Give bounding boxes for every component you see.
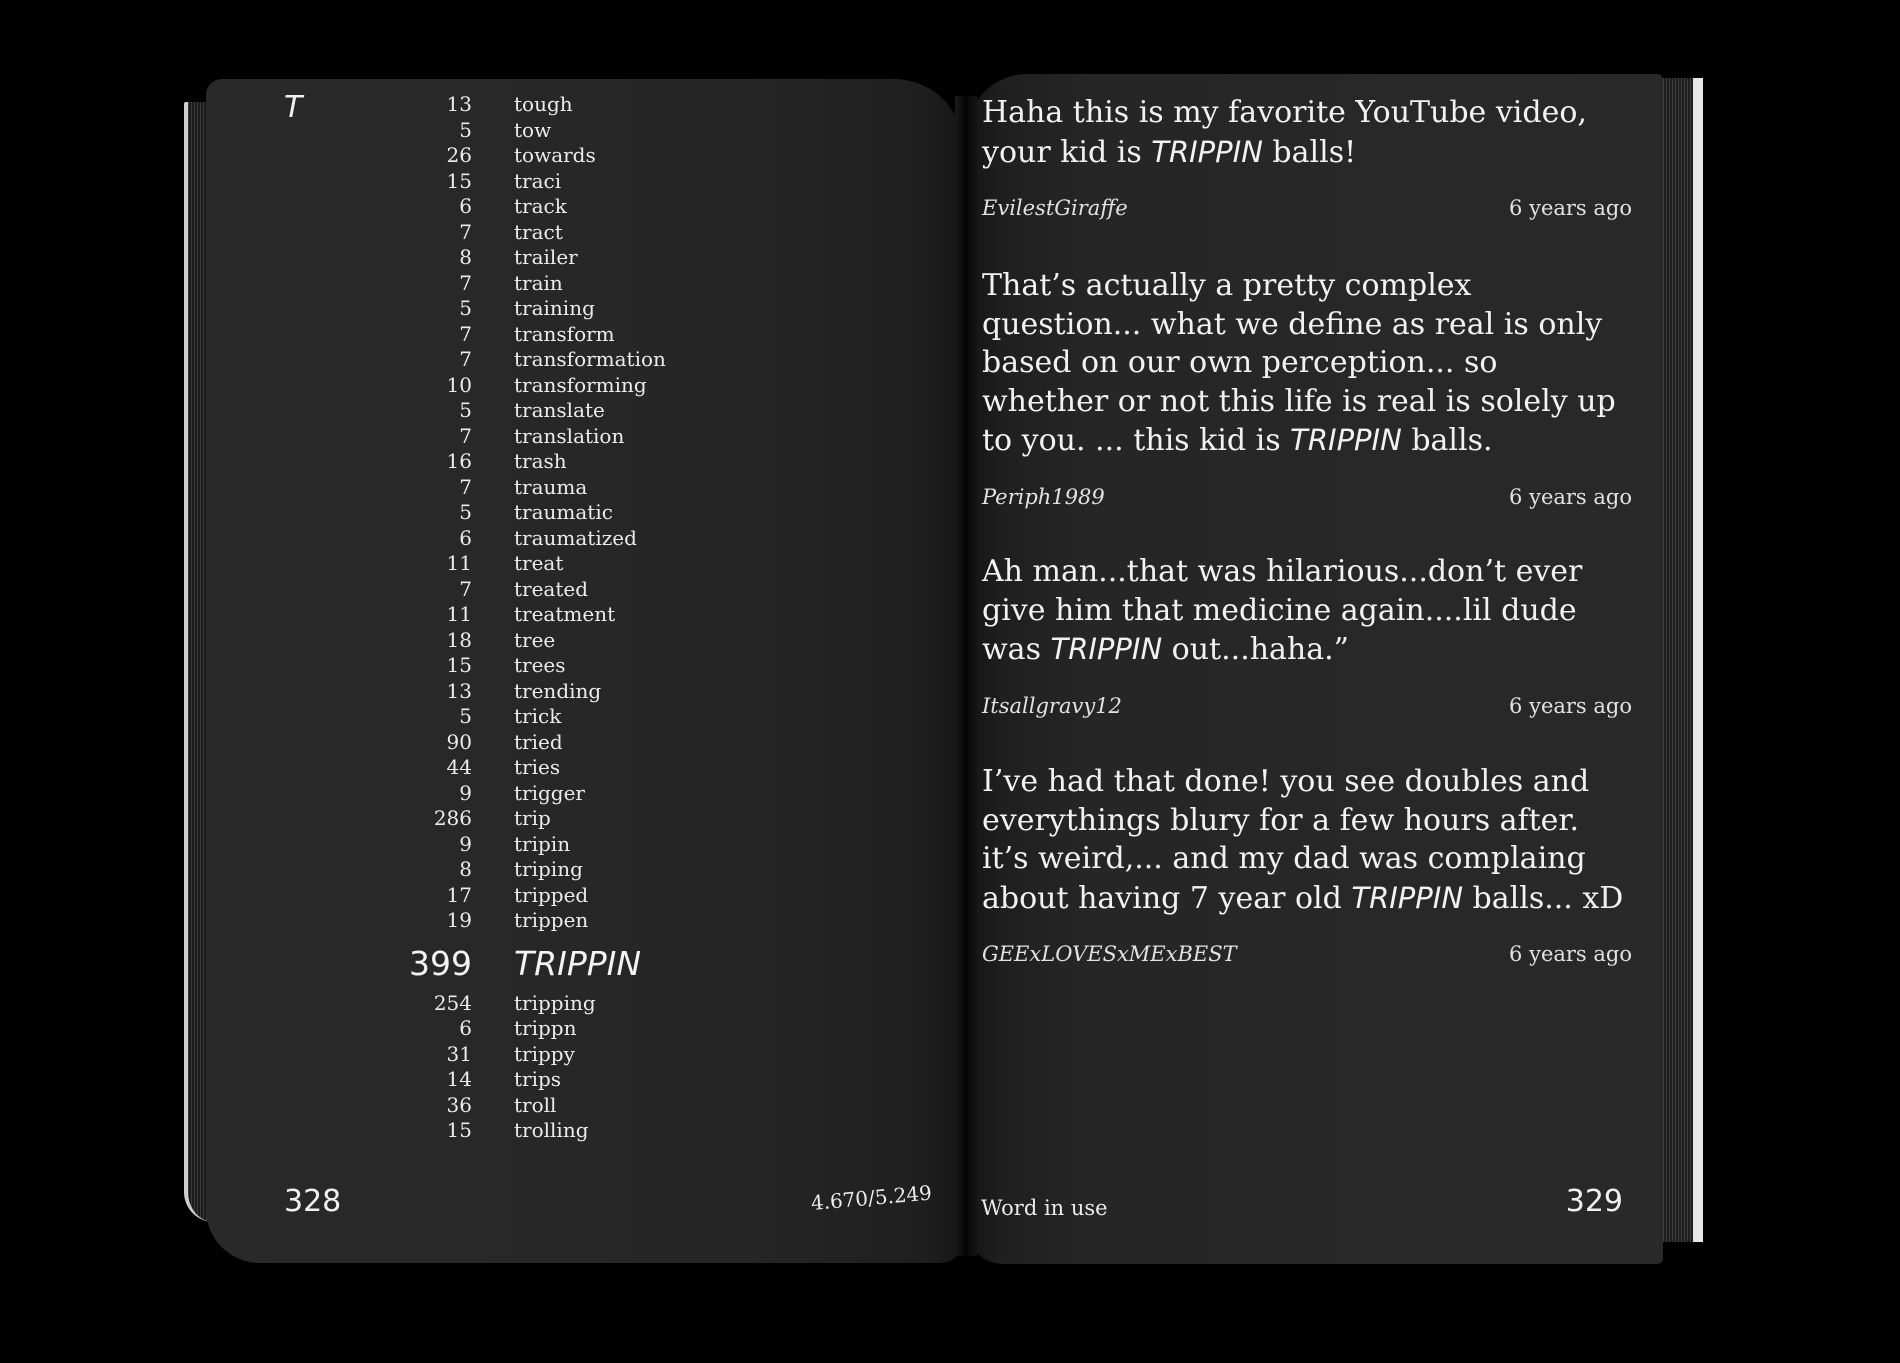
word-term: trick — [514, 704, 562, 728]
word-count: 7 — [459, 219, 472, 244]
word-count: 15 — [446, 653, 472, 677]
comment-timestamp: 6 years ago — [1509, 942, 1632, 966]
word-term: tripped — [514, 882, 589, 907]
word-row — [400, 1067, 666, 1093]
comment-text: That’s actually a pretty complex question... what we define as real is only based on our own perception... so whether or not this life is real is solely up to you. ... this kid is TRIPPIN balls. — [982, 268, 1616, 458]
comment-author: Itsallgravy12 — [982, 693, 1122, 718]
word-term: treat — [514, 551, 564, 575]
word-row — [400, 1118, 666, 1144]
word-row — [400, 755, 666, 781]
word-term: TRIPPIN — [514, 943, 642, 983]
word-term: trip — [514, 806, 551, 830]
comment-text: I’ve had that done! you see doubles and everythings blury for a few hours after. it’s weird,... and my dad was complaing about having 7 year old TRIPPIN balls... xD — [982, 764, 1624, 916]
word-row — [400, 551, 666, 577]
word-count: 44 — [446, 755, 472, 779]
word-count: 26 — [446, 143, 472, 167]
word-term: trailer — [514, 245, 578, 269]
word-count: 5 — [459, 398, 472, 422]
word-count: 31 — [446, 1041, 472, 1066]
word-term: tries — [514, 755, 561, 779]
word-count: 5 — [459, 704, 472, 728]
word-row — [400, 602, 666, 628]
word-count: 7 — [459, 321, 472, 346]
page-number-left: 328 — [284, 1184, 342, 1219]
word-term: tripping — [514, 990, 596, 1015]
word-count: 5 — [459, 296, 472, 320]
word-term: transformation — [514, 347, 666, 371]
word-term: trippen — [514, 908, 589, 932]
word-count: 11 — [446, 551, 472, 575]
word-term: translate — [514, 398, 605, 422]
comment-meta — [982, 196, 1632, 220]
word-count: 11 — [446, 602, 472, 626]
word-index-ratio: 4.670/5.249 — [809, 1180, 933, 1215]
word-row — [400, 296, 666, 322]
book-gutter — [955, 96, 977, 1256]
page-number-right: 329 — [1565, 1184, 1623, 1219]
word-term: translation — [514, 423, 625, 448]
highlighted-word: TRIPPIN — [1351, 880, 1464, 915]
word-row — [400, 220, 666, 246]
word-row — [400, 143, 666, 169]
word-term: trigger — [514, 780, 585, 805]
comment-author: Periph1989 — [982, 484, 1105, 509]
word-row — [400, 883, 666, 909]
word-row — [400, 806, 666, 832]
comment-timestamp: 6 years ago — [1509, 484, 1632, 509]
word-row — [400, 908, 666, 934]
comment — [982, 94, 1632, 220]
word-row — [400, 322, 666, 348]
comment-meta — [982, 942, 1632, 966]
word-row — [400, 475, 666, 501]
word-count: 6 — [459, 194, 472, 218]
word-term: trolling — [514, 1118, 589, 1142]
highlighted-word: TRIPPIN — [1151, 134, 1263, 169]
word-row — [400, 424, 666, 450]
word-row — [400, 704, 666, 730]
comment-text: Ah man...that was hilarious...don’t ever give him that medicine again....lil dude was TRIPPIN out...haha.” — [982, 554, 1583, 667]
word-term: traumatic — [514, 500, 613, 524]
comment-author: GEExLOVESxMExBEST — [982, 942, 1237, 966]
comment-author: EvilestGiraffe — [982, 196, 1128, 220]
word-count: 10 — [446, 372, 472, 397]
word-count: 7 — [459, 474, 472, 499]
word-term: train — [514, 270, 563, 295]
comment — [982, 553, 1632, 718]
word-term: trees — [514, 653, 566, 677]
word-term: trippn — [514, 1016, 577, 1040]
word-row — [400, 373, 666, 399]
word-count: 9 — [459, 780, 472, 805]
word-count: 7 — [459, 347, 472, 371]
word-row — [400, 679, 666, 705]
word-count: 9 — [459, 831, 472, 856]
word-row — [400, 653, 666, 679]
word-count: 399 — [409, 943, 472, 983]
word-count: 8 — [459, 245, 472, 269]
highlighted-word: TRIPPIN — [1050, 632, 1163, 666]
word-row — [400, 271, 666, 297]
word-count: 7 — [459, 423, 472, 448]
comment-meta — [982, 694, 1632, 718]
word-row — [400, 526, 666, 552]
word-term: trips — [514, 1067, 562, 1091]
word-row — [400, 398, 666, 424]
word-term: transforming — [514, 372, 647, 397]
word-term: transform — [514, 321, 615, 346]
word-row — [400, 781, 666, 807]
word-row — [400, 92, 666, 118]
word-count: 17 — [446, 882, 472, 907]
word-count: 254 — [433, 990, 472, 1015]
word-term: troll — [514, 1092, 557, 1117]
word-term: trending — [514, 678, 602, 703]
word-term: trash — [514, 449, 567, 473]
highlighted-word: TRIPPIN — [1290, 423, 1402, 457]
word-count: 6 — [459, 525, 472, 550]
word-term: tough — [514, 92, 573, 116]
word-term: trauma — [514, 474, 588, 499]
word-row — [400, 730, 666, 756]
word-term: towards — [514, 143, 596, 167]
comment-meta — [982, 485, 1632, 509]
word-row — [400, 118, 666, 144]
highlighted-word-row — [400, 934, 666, 988]
word-count: 14 — [446, 1067, 472, 1091]
word-row — [400, 449, 666, 475]
word-count: 13 — [446, 92, 472, 116]
word-row — [400, 1093, 666, 1119]
word-frequency-list — [400, 92, 666, 1144]
footer-label: Word in use — [981, 1196, 1108, 1220]
word-term: tow — [514, 117, 552, 142]
word-count: 7 — [459, 576, 472, 601]
word-count: 286 — [433, 806, 472, 830]
word-term: training — [514, 296, 595, 320]
word-term: track — [514, 194, 567, 218]
word-count: 6 — [459, 1016, 472, 1040]
word-count: 15 — [446, 1118, 472, 1142]
word-term: triping — [514, 857, 583, 881]
word-row — [400, 991, 666, 1017]
word-term: tripin — [514, 831, 571, 856]
comment-timestamp: 6 years ago — [1509, 693, 1632, 718]
word-term: tree — [514, 627, 556, 652]
word-row — [400, 577, 666, 603]
comment — [982, 267, 1632, 509]
word-term: tract — [514, 219, 563, 244]
word-count: 5 — [459, 117, 472, 142]
word-count: 7 — [459, 270, 472, 295]
word-count: 18 — [446, 627, 472, 652]
word-row — [400, 500, 666, 526]
word-row — [400, 194, 666, 220]
word-count: 36 — [446, 1092, 472, 1117]
word-count: 16 — [446, 449, 472, 473]
word-row — [400, 1042, 666, 1068]
word-row — [400, 832, 666, 858]
word-count: 5 — [459, 500, 472, 524]
word-row — [400, 857, 666, 883]
word-term: trippy — [514, 1041, 575, 1066]
word-row — [400, 347, 666, 373]
word-count: 15 — [446, 168, 472, 193]
word-count: 8 — [459, 857, 472, 881]
comment-timestamp: 6 years ago — [1509, 196, 1632, 220]
word-term: traumatized — [514, 525, 637, 550]
comment-text: Haha this is my favorite YouTube video, your kid is TRIPPIN balls! — [982, 95, 1587, 170]
word-row — [400, 628, 666, 654]
section-letter: T — [284, 90, 303, 125]
word-row — [400, 169, 666, 195]
word-row — [400, 245, 666, 271]
word-term: treated — [514, 576, 589, 601]
word-row — [400, 1016, 666, 1042]
word-term: tried — [514, 729, 563, 754]
word-count: 19 — [446, 908, 472, 932]
word-count: 13 — [446, 678, 472, 703]
word-term: treatment — [514, 602, 616, 626]
comment — [982, 763, 1632, 966]
word-count: 90 — [446, 729, 472, 754]
word-term: traci — [514, 168, 562, 193]
